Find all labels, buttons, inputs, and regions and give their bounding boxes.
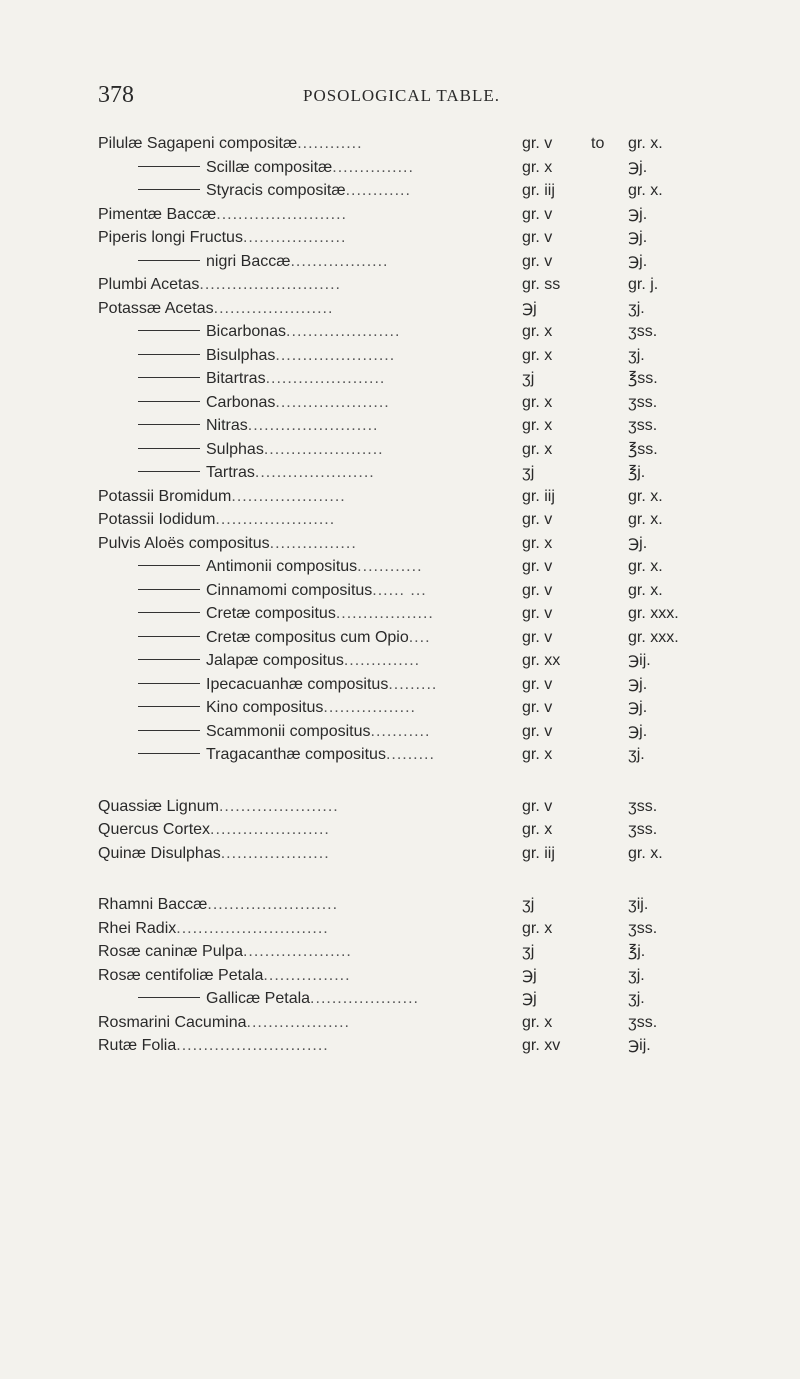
- dose-min: gr. v: [522, 797, 553, 815]
- leader-dots: .....................: [231, 487, 346, 505]
- dose-max: gr. x.: [628, 844, 663, 862]
- dose-min: gr. ss: [522, 276, 561, 293]
- ditto-dash: [138, 260, 200, 261]
- drug-name-text: Cretæ compositus: [206, 605, 336, 622]
- leader-dots: .........: [385, 746, 435, 763]
- dose-min: gr. xx: [522, 652, 561, 669]
- leader-dots: ..............: [343, 652, 421, 669]
- dose-min: gr. v: [522, 699, 553, 716]
- dose-max: gr. x.: [628, 487, 663, 505]
- dose-min: ℈j: [522, 990, 537, 1007]
- leader-dots: ................: [269, 534, 357, 552]
- leader-dots: ............................: [176, 919, 329, 937]
- table-row: [98, 795, 738, 819]
- drug-name-text: Cretæ compositus cum Opio: [206, 628, 409, 646]
- drug-name-text: Scammonii compositus: [206, 722, 371, 740]
- drug-name-text: Gallicæ Petala: [206, 990, 311, 1007]
- leader-dots: ......................: [265, 370, 386, 387]
- dose-max: ℥j.: [628, 464, 646, 481]
- dose-min: gr. x: [522, 534, 553, 552]
- table-row: [98, 203, 738, 227]
- table-row: [98, 579, 738, 603]
- drug-name-text: Quassiæ Lignum: [98, 797, 219, 815]
- drug-name-text: Tragacanthæ compositus: [206, 746, 386, 763]
- dose-max: ℈ij.: [628, 1037, 651, 1054]
- dose-max: gr. x.: [628, 182, 663, 199]
- table-row: [98, 532, 738, 556]
- drug-name: [138, 438, 513, 462]
- ditto-dash: [138, 448, 200, 449]
- drug-name: [138, 673, 513, 697]
- drug-name-text: Bisulphas: [206, 346, 276, 364]
- dose-min: gr. v: [522, 252, 553, 270]
- leader-dots: ............: [357, 558, 423, 575]
- page-number: 378: [98, 82, 134, 108]
- table-row: [98, 438, 738, 462]
- leader-dots: ........................: [216, 205, 347, 223]
- dose-max: gr. j.: [628, 276, 659, 293]
- table-row: [98, 414, 738, 438]
- table-row: [98, 391, 738, 415]
- leader-dots: ....................: [242, 943, 352, 960]
- dose-max: ℈j.: [628, 252, 648, 270]
- dose-max: ℈j.: [628, 722, 648, 740]
- dose-min: gr. x: [522, 919, 553, 937]
- ditto-dash: [138, 189, 200, 190]
- drug-name: [138, 320, 513, 344]
- dose-min: gr. v: [522, 675, 553, 693]
- drug-name: [98, 964, 513, 988]
- drug-name-text: Ipecacuanhæ compositus: [206, 675, 389, 693]
- dose-max: gr. xxx.: [628, 605, 679, 622]
- drug-name-text: Rosæ caninæ Pulpa: [98, 943, 243, 960]
- dose-min: ʒj: [522, 896, 535, 913]
- drug-name: [98, 818, 513, 842]
- table-row: [98, 893, 738, 917]
- group-gap: [98, 865, 738, 893]
- dose-min: gr. v: [522, 722, 553, 740]
- ditto-dash: [138, 997, 200, 998]
- drug-name: [138, 391, 513, 415]
- dose-max: ʒss.: [628, 1013, 658, 1031]
- ditto-dash: [138, 753, 200, 754]
- dose-max: ℥ss.: [628, 370, 658, 387]
- drug-name: [98, 842, 513, 866]
- drug-name: [138, 555, 513, 579]
- drug-name-text: Carbonas: [206, 393, 276, 411]
- dose-max: ʒj.: [628, 746, 645, 763]
- leader-dots: ......................: [263, 440, 384, 458]
- dose-max: ℈j.: [628, 675, 648, 693]
- leader-dots: .................: [323, 699, 416, 716]
- dose-max: gr. x.: [628, 135, 663, 152]
- dose-min: gr. iij: [522, 487, 555, 505]
- leader-dots: ..................: [290, 252, 389, 270]
- drug-name-text: Rutæ Folia: [98, 1037, 177, 1054]
- drug-name-text: Rhamni Baccæ: [98, 896, 208, 913]
- ditto-dash: [138, 636, 200, 637]
- table-row: [98, 602, 738, 626]
- dose-max: ʒss.: [628, 821, 658, 838]
- drug-name-text: Bicarbonas: [206, 323, 287, 340]
- drug-name: [98, 132, 513, 156]
- drug-name: [138, 626, 513, 650]
- ditto-dash: [138, 683, 200, 684]
- dose-max: ʒss.: [628, 393, 658, 411]
- drug-name: [98, 917, 513, 941]
- leader-dots: ............: [297, 135, 363, 152]
- drug-name-text: Pulvis Aloës compositus: [98, 534, 270, 552]
- dose-max: ℈j.: [628, 699, 648, 716]
- table-row: [98, 696, 738, 720]
- posological-table: [98, 132, 738, 1058]
- dose-min: gr. iij: [522, 844, 555, 862]
- drug-name: [98, 532, 513, 556]
- dose-max: ʒij.: [628, 896, 649, 913]
- table-row: [98, 179, 738, 203]
- dose-min: gr. x: [522, 440, 553, 458]
- leader-dots: ...... ...: [372, 581, 427, 599]
- table-row: [98, 649, 738, 673]
- dose-max: ℈j.: [628, 534, 648, 552]
- table-row: [98, 1011, 738, 1035]
- table-row: [98, 964, 738, 988]
- leader-dots: ..................: [335, 605, 434, 622]
- table-row: [98, 626, 738, 650]
- table-row: [98, 1034, 738, 1058]
- drug-name: [138, 649, 513, 673]
- drug-name: [138, 696, 513, 720]
- dose-min: gr. x: [522, 323, 553, 340]
- drug-name-text: Piperis longi Fructus: [98, 229, 243, 246]
- ditto-dash: [138, 166, 200, 167]
- drug-name-text: Tartras: [206, 464, 255, 481]
- drug-name: [98, 940, 513, 964]
- drug-name-text: Quercus Cortex: [98, 821, 211, 838]
- drug-name-text: Jalapæ compositus: [206, 652, 344, 669]
- dose-min: gr. x: [522, 417, 553, 434]
- table-row: [98, 555, 738, 579]
- drug-name: [138, 414, 513, 438]
- dose-min: gr. iij: [522, 182, 555, 199]
- table-row: [98, 367, 738, 391]
- drug-name-text: Styracis compositæ: [206, 182, 346, 199]
- drug-name-text: Scillæ compositæ: [206, 158, 333, 176]
- dose-max: gr. x.: [628, 558, 663, 575]
- ditto-dash: [138, 377, 200, 378]
- leader-dots: .....................: [286, 323, 401, 340]
- ditto-dash: [138, 471, 200, 472]
- ditto-dash: [138, 612, 200, 613]
- leader-dots: ....: [408, 628, 431, 646]
- dose-max: ʒj.: [628, 990, 645, 1007]
- table-row: [98, 818, 738, 842]
- drug-name: [98, 1011, 513, 1035]
- dose-min: ℈j: [522, 966, 537, 984]
- dose-min: gr. v: [522, 229, 553, 246]
- drug-name-text: Antimonii compositus: [206, 558, 358, 575]
- leader-dots: ......................: [275, 346, 396, 364]
- drug-name-text: Potassii Iodidum: [98, 511, 216, 528]
- dose-max: ʒj.: [628, 966, 645, 984]
- drug-name-text: Sulphas: [206, 440, 264, 458]
- leader-dots: .........: [388, 675, 438, 693]
- dose-min: ℈j: [522, 299, 537, 317]
- dose-min: gr. x: [522, 346, 553, 364]
- dose-min: gr. v: [522, 581, 553, 599]
- leader-dots: ......................: [218, 797, 339, 815]
- leader-dots: ...............: [332, 158, 414, 176]
- drug-name-text: Rosæ centifoliæ Petala: [98, 966, 264, 984]
- dose-max: gr. x.: [628, 511, 663, 528]
- dose-min: gr. v: [522, 205, 553, 223]
- drug-name: [138, 250, 513, 274]
- drug-name-text: Bitartras: [206, 370, 266, 387]
- table-row: [98, 940, 738, 964]
- drug-name: [138, 344, 513, 368]
- drug-name: [98, 485, 513, 509]
- leader-dots: ...................: [242, 229, 347, 246]
- leader-dots: ......................: [210, 821, 330, 838]
- table-row: [98, 720, 738, 744]
- drug-name-text: nigri Baccæ: [206, 252, 291, 270]
- leader-dots: .....................: [275, 393, 390, 411]
- drug-name: [98, 226, 513, 250]
- dose-max: ℈ij.: [628, 652, 651, 669]
- dose-min: gr. xv: [522, 1037, 561, 1054]
- leader-dots: ........................: [207, 896, 339, 913]
- dose-max: ℈j.: [628, 205, 648, 223]
- dose-min: gr. x: [522, 746, 553, 763]
- dose-min: gr. v: [522, 628, 553, 646]
- drug-name-text: Potassæ Acetas: [98, 299, 214, 317]
- leader-dots: ....................: [220, 844, 330, 862]
- drug-name: [98, 508, 513, 532]
- page-header: [98, 82, 738, 112]
- running-title: POSOLOGICAL TABLE.: [303, 86, 501, 105]
- ditto-dash: [138, 354, 200, 355]
- leader-dots: ..........................: [199, 276, 341, 293]
- group-gap: [98, 767, 738, 795]
- table-row: [98, 508, 738, 532]
- table-row: [98, 485, 738, 509]
- leader-dots: ............: [345, 182, 411, 199]
- dose-min: gr. v: [522, 558, 553, 575]
- drug-name: [138, 602, 513, 626]
- table-row: [98, 132, 738, 156]
- drug-name-text: Rosmarini Cacumina: [98, 1013, 247, 1031]
- dose-min: ʒj: [522, 943, 535, 960]
- dose-max: ℈j.: [628, 158, 648, 176]
- drug-name: [138, 156, 513, 180]
- leader-dots: ......................: [213, 299, 334, 317]
- table-row: [98, 250, 738, 274]
- dose-min: gr. v: [522, 135, 553, 152]
- drug-name: [138, 743, 513, 767]
- table-row: [98, 156, 738, 180]
- drug-name: [98, 795, 513, 819]
- drug-name: [138, 579, 513, 603]
- leader-dots: ............................: [176, 1037, 329, 1054]
- leader-dots: ....................: [310, 990, 419, 1007]
- drug-name: [138, 367, 513, 391]
- dose-min: gr. v: [522, 605, 553, 622]
- drug-name-text: Plumbi Acetas: [98, 276, 200, 293]
- leader-dots: ......................: [215, 511, 336, 528]
- dose-to: to: [591, 135, 605, 152]
- leader-dots: ......................: [254, 464, 375, 481]
- drug-name: [138, 987, 513, 1011]
- drug-name-text: Cinnamomi compositus: [206, 581, 373, 599]
- dose-max: ℥ss.: [628, 440, 658, 458]
- table-row: [98, 226, 738, 250]
- table-row: [98, 673, 738, 697]
- dose-min: gr. x: [522, 393, 553, 411]
- table-row: [98, 344, 738, 368]
- drug-name-text: Pilulæ Sagapeni compositæ: [98, 135, 298, 152]
- table-row: [98, 297, 738, 321]
- dose-max: ʒj.: [628, 299, 645, 317]
- dose-max: ℈j.: [628, 229, 648, 246]
- drug-name-text: Potassii Bromidum: [98, 487, 232, 505]
- dose-min: ʒj: [522, 370, 535, 387]
- table-row: [98, 917, 738, 941]
- ditto-dash: [138, 730, 200, 731]
- drug-name: [98, 273, 513, 297]
- drug-name-text: Kino compositus: [206, 699, 324, 716]
- dose-max: ʒss.: [628, 919, 658, 937]
- table-row: [98, 987, 738, 1011]
- drug-name: [98, 893, 513, 917]
- leader-dots: ................: [263, 966, 351, 984]
- dose-max: gr. x.: [628, 581, 663, 599]
- ditto-dash: [138, 401, 200, 402]
- leader-dots: ...................: [246, 1013, 350, 1031]
- dose-max: gr. xxx.: [628, 628, 679, 646]
- table-row: [98, 320, 738, 344]
- leader-dots: ........................: [247, 417, 379, 434]
- ditto-dash: [138, 659, 200, 660]
- dose-min: gr. x: [522, 158, 553, 176]
- drug-name-text: Pimentæ Baccæ: [98, 205, 217, 223]
- dose-min: gr. v: [522, 511, 553, 528]
- drug-name: [98, 1034, 513, 1058]
- drug-name: [138, 720, 513, 744]
- table-row: [98, 743, 738, 767]
- drug-name: [138, 461, 513, 485]
- table-row: [98, 461, 738, 485]
- dose-max: ʒj.: [628, 346, 645, 364]
- table-row: [98, 273, 738, 297]
- drug-name: [98, 203, 513, 227]
- drug-name-text: Nitras: [206, 417, 248, 434]
- ditto-dash: [138, 706, 200, 707]
- leader-dots: ...........: [370, 722, 431, 740]
- ditto-dash: [138, 424, 200, 425]
- table-row: [98, 842, 738, 866]
- ditto-dash: [138, 565, 200, 566]
- dose-max: ʒss.: [628, 417, 658, 434]
- drug-name-text: Rhei Radix: [98, 919, 177, 937]
- dose-min: gr. x: [522, 821, 553, 838]
- drug-name: [98, 297, 513, 321]
- drug-name: [138, 179, 513, 203]
- dose-max: ʒss.: [628, 323, 658, 340]
- dose-min: gr. x: [522, 1013, 553, 1031]
- dose-max: ʒss.: [628, 797, 658, 815]
- dose-max: ℥j.: [628, 943, 646, 960]
- dose-min: ʒj: [522, 464, 535, 481]
- ditto-dash: [138, 330, 200, 331]
- drug-name-text: Quinæ Disulphas: [98, 844, 221, 862]
- ditto-dash: [138, 589, 200, 590]
